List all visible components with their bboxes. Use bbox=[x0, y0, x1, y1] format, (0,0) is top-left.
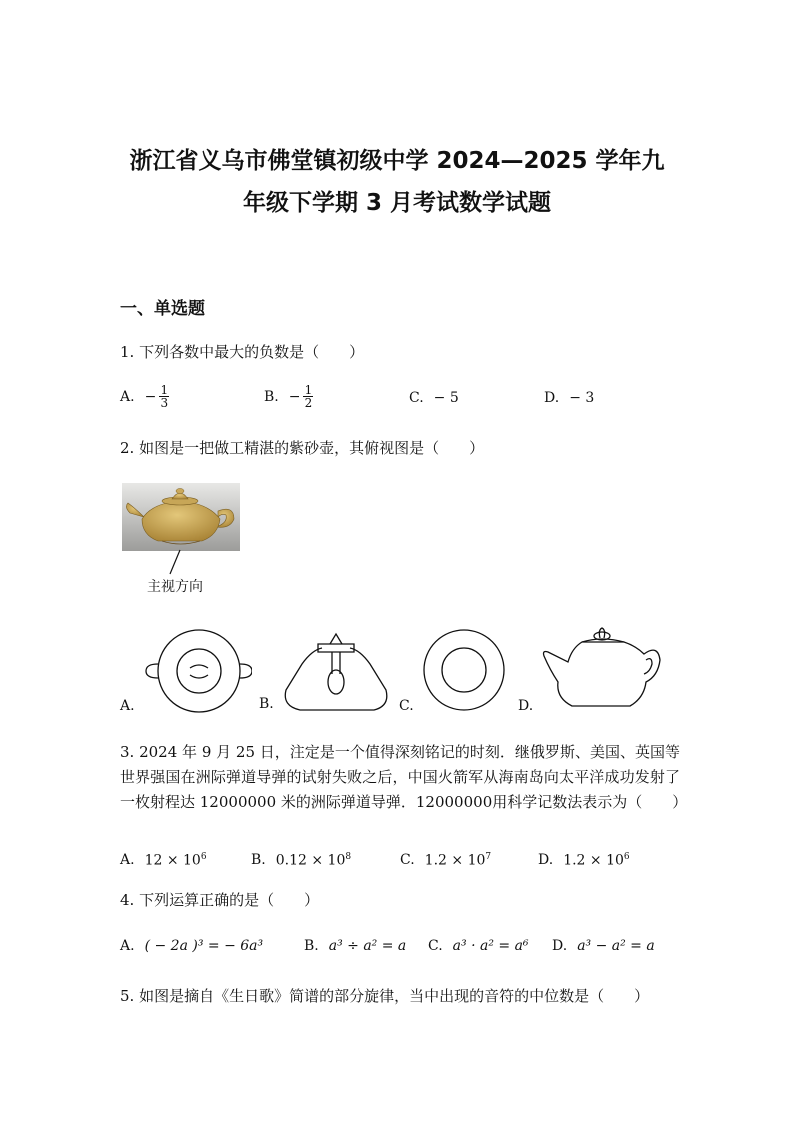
option-a-figure bbox=[142, 628, 252, 714]
question-1-option-a: A. − $\frac{1}{3}$ bbox=[120, 383, 169, 410]
fraction: $\frac{1}{2}$ bbox=[304, 383, 313, 410]
question-1-text: 1. 下列各数中最大的负数是（ ） bbox=[120, 343, 365, 361]
option-value: $1.2 \times 10^6$ bbox=[563, 852, 630, 869]
option-b-figure bbox=[282, 630, 390, 714]
option-value: a³ ÷ a² = a bbox=[328, 938, 407, 954]
question-4-option-c bbox=[428, 938, 529, 954]
option-label: D. bbox=[538, 852, 554, 869]
view-direction-arrow bbox=[160, 548, 184, 578]
fraction: $\frac{1}{3}$ bbox=[160, 383, 169, 410]
option-label: C. bbox=[400, 852, 415, 869]
question-2-text: 2. 如图是一把做工精湛的紫砂壶，其俯视图是（ ） bbox=[120, 439, 485, 457]
option-label: B. bbox=[251, 852, 266, 869]
question-3-option-a bbox=[120, 852, 207, 869]
question-2-option-b-label: B. bbox=[259, 696, 274, 712]
option-c-figure bbox=[422, 628, 506, 712]
option-label: A. bbox=[120, 938, 135, 954]
question-2-option-c-label: C. bbox=[399, 698, 414, 714]
option-label: A. bbox=[120, 388, 135, 405]
question-1-option-b: B. − $\frac{1}{2}$ bbox=[264, 383, 313, 410]
question-3-option-d bbox=[538, 852, 630, 869]
question-3-text: 3. 2024 年 9 月 25 日，注定是一个值得深刻铭记的时刻．继俄罗斯、美国、英国等世界强国在洲际弹道导弹的试射失败之后，中国火箭军从海南岛向太平洋成功发射了一枚射程达 12000000 米的洲际弹道导弹．12000000用科学记数法表示为（ ） bbox=[120, 743, 688, 811]
option-value: ( − 2a )³ = − 6a³ bbox=[144, 938, 264, 954]
question-3-option-c bbox=[400, 852, 491, 869]
question-2-option-a-label: A. bbox=[120, 698, 135, 714]
option-value: − 3 bbox=[569, 390, 595, 406]
option-label: D. bbox=[552, 938, 568, 954]
option-label: A. bbox=[120, 852, 135, 869]
question-4-text: 4. 下列运算正确的是（ ） bbox=[120, 891, 320, 909]
option-value: − 5 bbox=[433, 390, 459, 406]
option-value: a³ − a² = a bbox=[577, 938, 655, 954]
option-value: $12 \times 10^6$ bbox=[144, 852, 207, 869]
teapot-photo bbox=[122, 483, 240, 551]
option-value: $0.12 \times 10^8$ bbox=[275, 852, 352, 869]
option-label: C. bbox=[428, 938, 443, 954]
section-heading: 一、单选题 bbox=[120, 299, 205, 319]
document-title-line-1: 浙江省义乌市佛堂镇初级中学 2024—2025 学年九 bbox=[129, 148, 665, 174]
view-direction-caption: 主视方向 bbox=[147, 579, 203, 595]
option-value: $1.2 \times 10^7$ bbox=[424, 852, 492, 869]
question-3-option-b bbox=[251, 852, 351, 869]
option-label: D. bbox=[544, 390, 560, 406]
option-label: C. bbox=[409, 390, 424, 406]
option-d-figure bbox=[540, 626, 666, 712]
question-4-option-d bbox=[552, 938, 655, 954]
document-title-line-2: 年级下学期 3 月考试数学试题 bbox=[242, 190, 552, 216]
option-label: B. bbox=[304, 938, 319, 954]
question-4-option-b bbox=[304, 938, 406, 954]
question-1-option-c bbox=[409, 390, 459, 406]
question-1-option-d bbox=[544, 390, 594, 406]
option-value: a³ · a² = a⁶ bbox=[452, 938, 529, 954]
question-4-option-a bbox=[120, 938, 263, 954]
question-2-option-d-label: D. bbox=[518, 698, 534, 714]
question-5-text: 5. 如图是摘自《生日歌》简谱的部分旋律，当中出现的音符的中位数是（ ） bbox=[120, 987, 650, 1005]
option-label: B. bbox=[264, 388, 279, 405]
